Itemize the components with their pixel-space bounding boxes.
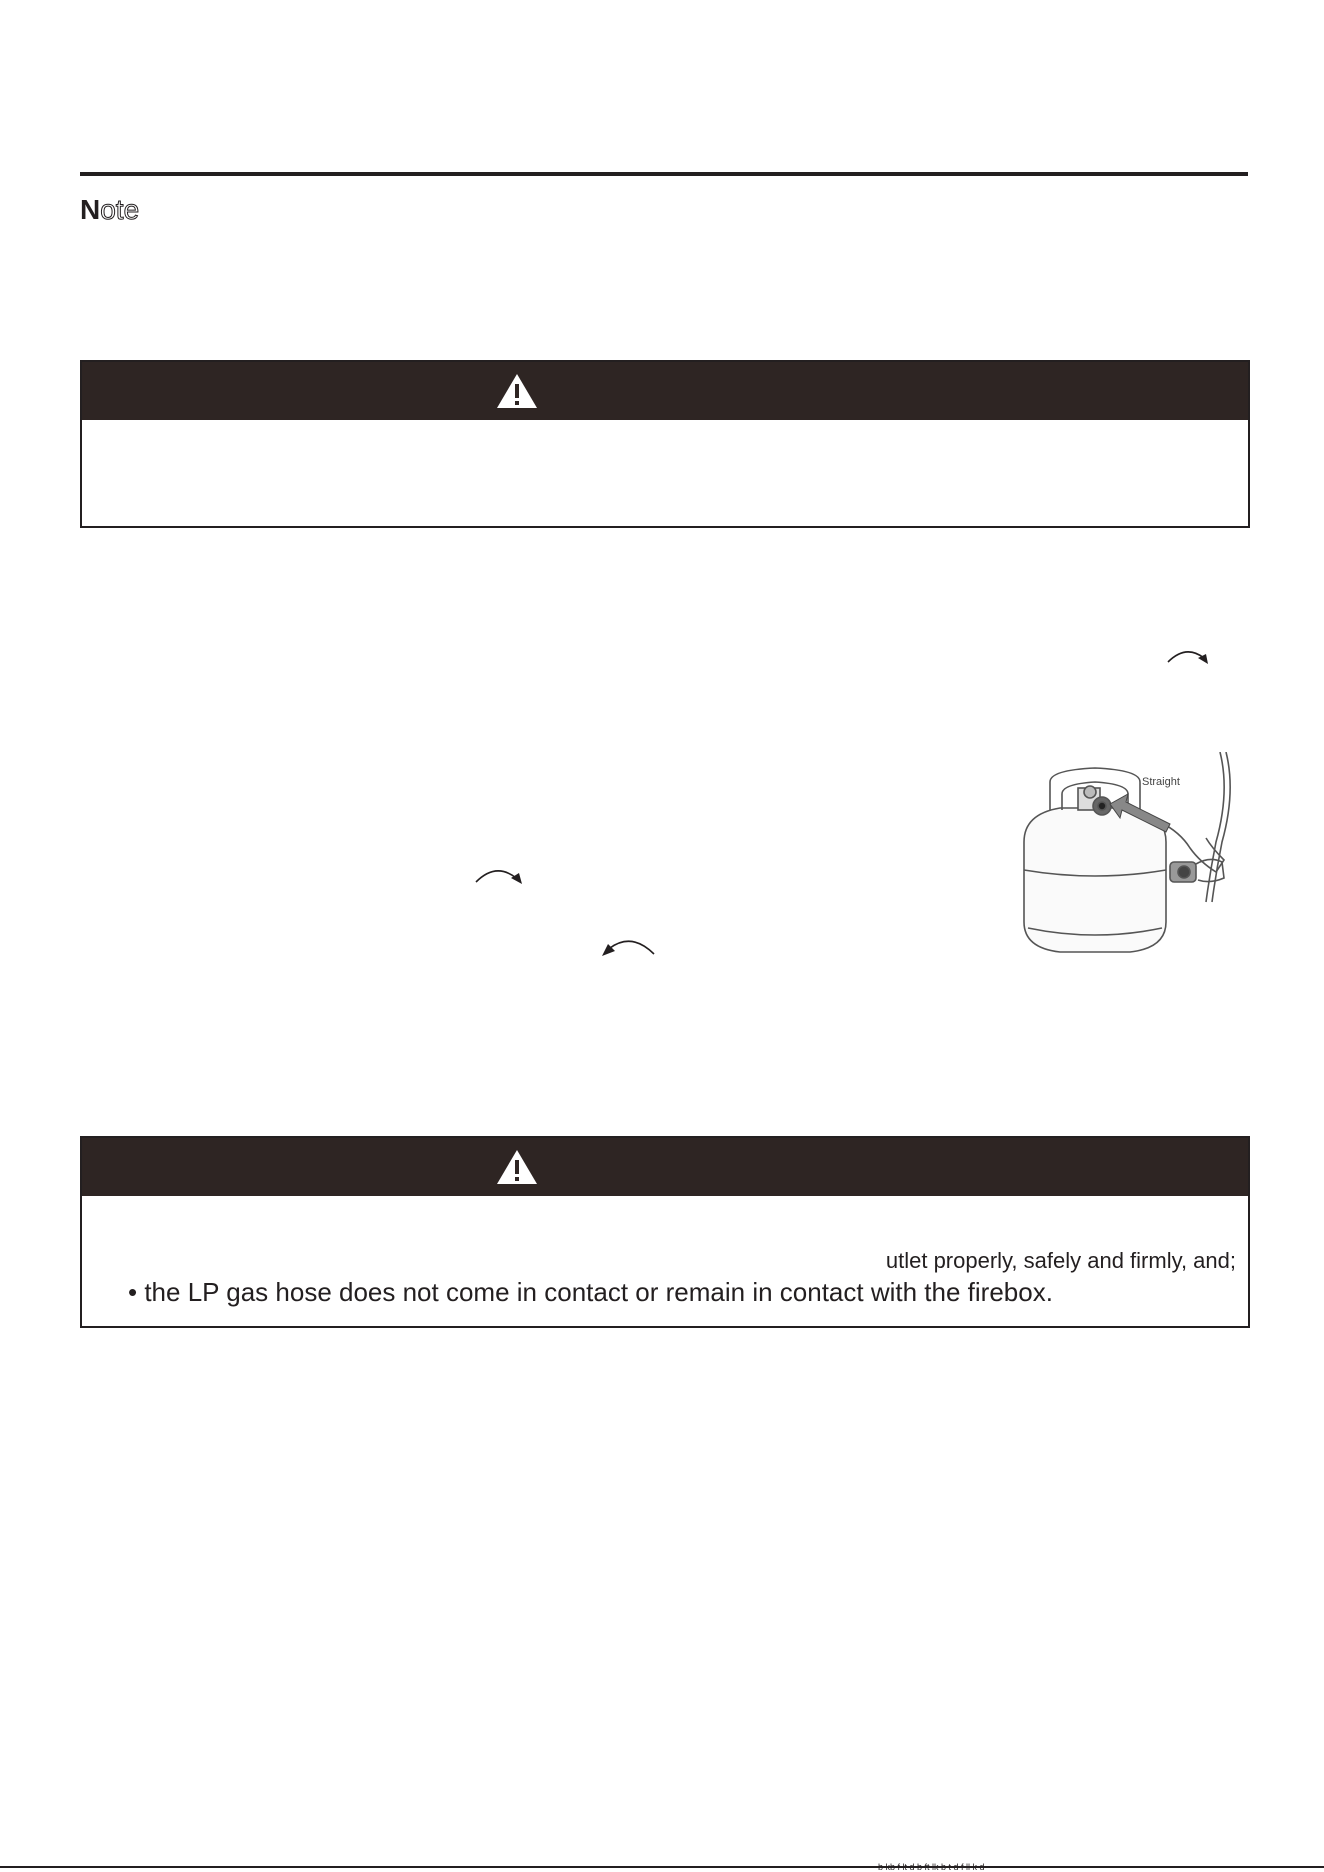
footer-rule xyxy=(0,1866,1324,1868)
warning-2-line-1: utlet properly, safely and firmly, and; xyxy=(885,1248,1236,1273)
counterclockwise-arrow-icon xyxy=(598,932,658,958)
warning-header-bar xyxy=(82,362,1248,420)
warning-2-line-2: • the LP gas hose does not come in contact or remain in contact with the firebox. xyxy=(128,1277,1053,1307)
clockwise-arrow-icon xyxy=(1164,644,1214,668)
figure-label-straight: Straight xyxy=(1142,776,1180,788)
warning-triangle-icon xyxy=(495,372,539,410)
warning-box-1 xyxy=(80,360,1250,528)
note-rest: ote xyxy=(100,194,140,225)
lp-tank-connection-figure xyxy=(1010,752,1240,962)
clockwise-arrow-icon xyxy=(472,862,528,888)
note-initial: N xyxy=(80,194,101,225)
warning-triangle-icon xyxy=(495,1148,539,1186)
warning-header-bar xyxy=(82,1138,1248,1196)
header-rule xyxy=(80,172,1248,176)
warning-box-2 xyxy=(80,1136,1250,1328)
footer-text-fragment: b kb f lt d b ft lk b t d f ll k d xyxy=(878,1862,985,1872)
note-heading xyxy=(80,194,139,226)
